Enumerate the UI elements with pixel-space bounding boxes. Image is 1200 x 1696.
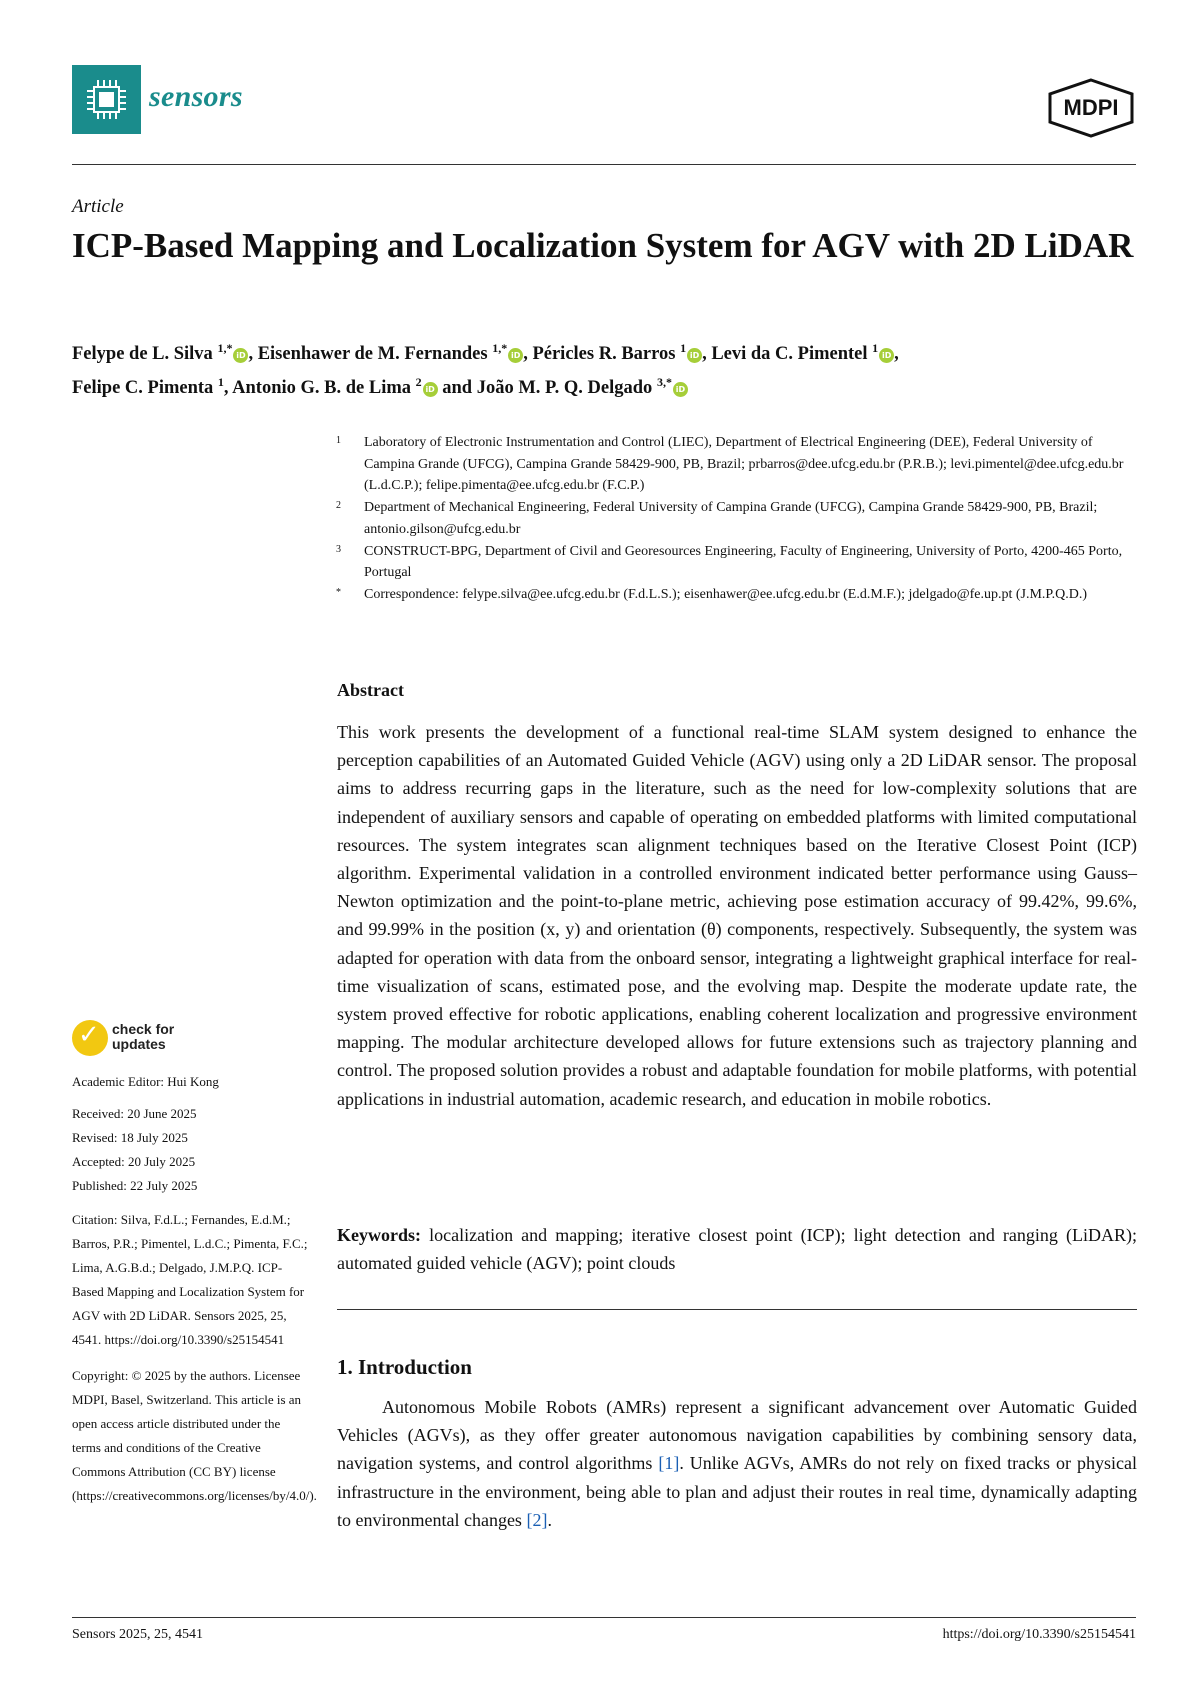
article-type: Article	[72, 196, 124, 217]
section-heading: 1. Introduction	[337, 1355, 472, 1379]
author-name: João M. P. Q. Delgado	[476, 378, 653, 399]
affiliation-text: Correspondence: felype.silva@ee.ufcg.edu.br (F.d.L.S.); eisenhawer@ee.ufcg.edu.br (E.d.M.F.); jdelgado@fe.up.pt (J.M.P.Q.D.)	[364, 586, 1088, 602]
publisher-logo[interactable]	[1046, 78, 1136, 138]
author-affil: 3,*	[656, 375, 672, 390]
copyright-block: Copyright: © 2025 by the authors. Licensee MDPI, Basel, Switzerland. This article is an open access article distributed under the terms and conditions of the Creative Commons Attribution (CC BY) license (https://creativecommons.org/licenses/by/4.0/).	[72, 1368, 317, 1503]
check-updates-label[interactable]: check for updates	[112, 1021, 175, 1052]
author-affil: 2	[415, 375, 422, 390]
academic-editor: Academic Editor: Hui Kong	[72, 1074, 219, 1089]
author-affil: 1	[872, 341, 879, 355]
revised-date: Revised: 18 July 2025	[72, 1130, 188, 1145]
keywords-text: localization and mapping; iterative closest point (ICP); light detection and ranging (LiDAR); automated guided vehicle (AGV); point clouds	[337, 1225, 1138, 1274]
author-affil: 1	[680, 341, 687, 355]
intro-paragraph	[337, 1393, 1137, 1534]
keywords-divider	[337, 1309, 1137, 1310]
footer-journal-ref: Sensors 2025, 25, 4541	[72, 1627, 204, 1642]
affiliation-mark: 3	[336, 543, 341, 555]
journal-name[interactable]: sensors	[149, 80, 243, 113]
sidebar-info	[72, 1070, 317, 1508]
keywords-label: Keywords:	[337, 1225, 421, 1245]
footer-doi-link[interactable]: https://doi.org/10.3390/s25154541	[942, 1627, 1136, 1642]
footer-divider	[72, 1617, 1136, 1618]
author-list: Felype de L. Silva $^{1,*}$iD , Eisenhawer de M. Fernandes $^{1,*}$iD , Péricles R. Barros $^1$iD , Levi da C. Pimentel $^1$iD , Felipe C. Pimenta $^1$, Antonio G. B. de Lima $^2$iD and João M. P. Q. Delgado $^{3,*}$iD	[72, 341, 899, 399]
orcid-icon[interactable]: iD	[508, 348, 523, 363]
affiliation-mark: 1	[336, 435, 341, 446]
affiliation-text: Department of Mechanical Engineering, Federal University of Campina Grande (UFCG), Campina Grande 58429-900, PB, Brazil; antonio.gilson@ufcg.edu.br	[364, 500, 1098, 537]
author-name: Antonio G. B. de Lima	[232, 378, 412, 399]
citation-link[interactable]: [1]	[658, 1453, 680, 1474]
orcid-icon[interactable]: iD	[233, 348, 248, 363]
author-name: Péricles R. Barros	[532, 344, 676, 365]
intro-text-b: . Unlike AGVs, AMRs do not rely on fixed tracks or physical infrastructure in the environment, being able to plan and adjust their routes in real time, dynamically adapting to environmental changes	[337, 1453, 1137, 1530]
orcid-icon[interactable]: iD	[879, 348, 894, 363]
affiliation-item	[334, 497, 1136, 540]
affiliation-item	[334, 432, 1136, 497]
keywords	[337, 1221, 1137, 1277]
affiliation-item	[334, 541, 1136, 584]
publisher-name: MDPI	[1063, 95, 1119, 120]
intro-text-a: Autonomous Mobile Robots (AMRs) represent a significant advancement over Automatic Guided Vehicles (AGVs), as they offer greater autonomous navigation capabilities by combining sensory data, navigation systems, and control algorithms	[337, 1397, 1137, 1474]
author-affil: 1,*	[492, 341, 508, 355]
affiliation-mark: *	[336, 586, 341, 598]
header-divider	[72, 164, 1136, 165]
author-joiner: and	[442, 378, 473, 399]
received-date: Received: 20 June 2025	[72, 1106, 197, 1121]
author-affil: 1	[217, 375, 224, 390]
chip-icon	[84, 77, 129, 122]
page-title: ICP-Based Mapping and Localization System for AGV with 2D LiDAR	[72, 226, 1134, 265]
intro-text-c: .	[547, 1509, 552, 1530]
affiliation-text: Laboratory of Electronic Instrumentation and Control (LIEC), Department of Electrical Engineering (DEE), Federal University of Campina Grande (UFCG), Campina Grande 58429-900, PB, Brazil; prbarros@dee.ufcg.edu.br (P.R.B.); levi.pimentel@dee.ufcg.edu.br (L.d.C.P.); felipe.pimenta@ee.ufcg.edu.br (F.C.P.)	[364, 435, 1124, 494]
affiliation-item	[334, 584, 1136, 606]
affiliation-mark: 2	[336, 500, 341, 512]
orcid-icon[interactable]: iD	[673, 382, 688, 397]
author-name: Eisenhawer de M. Fernandes	[257, 344, 488, 365]
published-date: Published: 22 July 2025	[72, 1178, 198, 1193]
affiliation-text: CONSTRUCT-BPG, Department of Civil and Georesources Engineering, Faculty of Engineering, University of Porto, 4200-465 Porto, Portugal	[364, 543, 1123, 581]
author-name: Felype de L. Silva	[72, 344, 213, 365]
citation-link[interactable]: [2]	[526, 1509, 548, 1530]
abstract-text: This work presents the development of a functional real-time SLAM system designed to enhance the perception capabilities of an Automated Guided Vehicle (AGV) using only a 2D LiDAR sensor. The proposal aims to address recurring gaps in the literature, such as the need for low-complexity solutions that are independent of auxiliary sensors and capable of operating on embedded platforms with limited computational resources. The system integrates scan alignment techniques based on the Iterative Closest Point (ICP) algorithm. Experimental validation in a controlled environment indicated better performance using Gauss–Newton optimization and the point-to-plane metric, achieving pose estimation accuracy of 99.42%, 99.6%, and 99.99% in the position (x, y) and orientation (θ) components, respectively. Subsequently, the system was adapted for operation with data from the onboard sensor, integrating a lightweight graphical interface for real-time visualization of scans, estimated pose, and the evolving map. Despite the moderate update rate, the system proved effective for robotic applications, enabling coherent localization and progressive environment mapping. The modular architecture developed allows for future extensions such as trajectory planning and control. The proposed solution provides a robust and adaptable foundation for mobile platforms, with potential applications in industrial automation, academic research, and education in mobile robotics.	[337, 722, 1137, 1109]
author-name: Levi da C. Pimentel	[711, 344, 868, 365]
checkmark-icon: ✓	[78, 1020, 100, 1050]
author-name: Felipe C. Pimenta	[72, 378, 214, 399]
accepted-date: Accepted: 20 July 2025	[72, 1154, 196, 1169]
citation-block: Citation: Silva, F.d.L.; Fernandes, E.d.M.; Barros, P.R.; Pimentel, L.d.C.; Pimenta, F.C.; Lima, A.G.B.d.; Delgado, J.M.P.Q. ICP-Based Mapping and Localization System for AGV with 2D LiDAR. Sensors 2025, 25, 4541. https://doi.org/10.3390/s25154541	[72, 1212, 308, 1347]
author-affil: 1,*	[217, 341, 233, 355]
orcid-icon[interactable]: iD	[687, 348, 702, 363]
abstract-heading: Abstract	[337, 680, 404, 700]
affiliations	[334, 432, 1136, 606]
orcid-icon[interactable]: iD	[423, 382, 438, 397]
